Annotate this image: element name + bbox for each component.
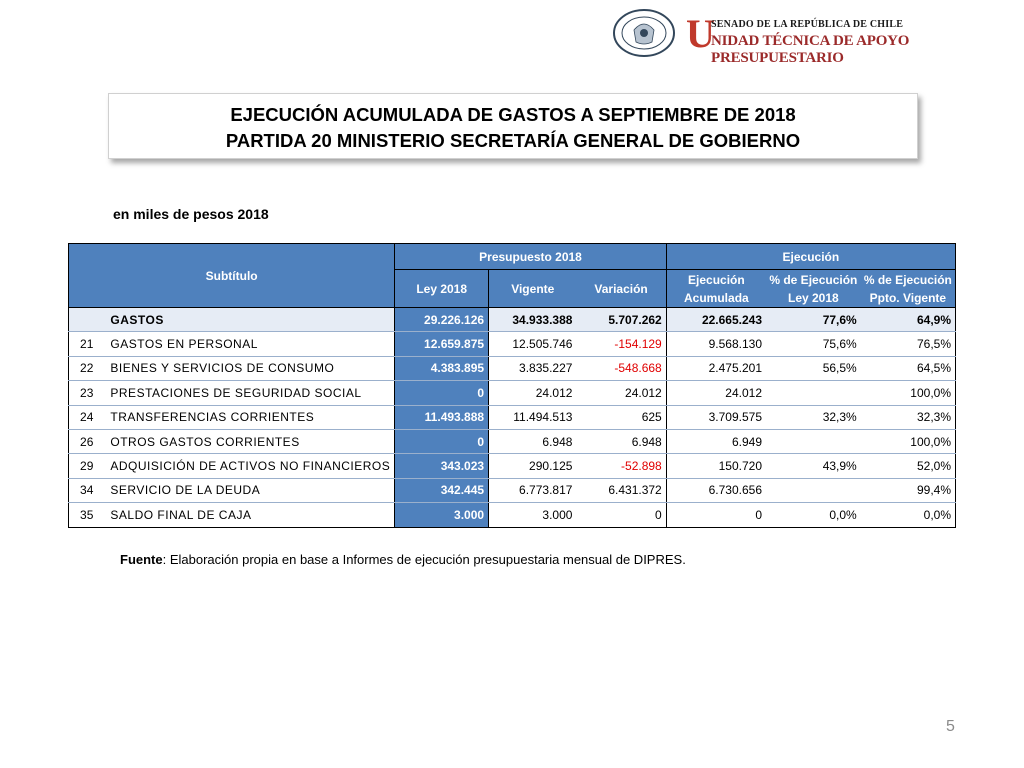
cell-pct-vigente: 64,5% [861, 356, 956, 380]
cell-pct-ley [766, 429, 861, 453]
cell-pct-vigente: 100,0% [861, 381, 956, 405]
cell-name: PRESTACIONES DE SEGURIDAD SOCIAL [104, 381, 394, 405]
table-row [69, 454, 956, 478]
cell-name: GASTOS EN PERSONAL [104, 332, 394, 356]
cell-ejecucion: 3.709.575 [666, 405, 766, 429]
header-pct-ley [766, 270, 861, 308]
cell-code: 34 [69, 478, 105, 502]
cell-pct-vigente: 0,0% [861, 503, 956, 527]
cell-pct-ley: 77,6% [766, 308, 861, 332]
cell-variacion: 24.012 [576, 381, 666, 405]
cell-pct-vigente: 100,0% [861, 429, 956, 453]
cell-variacion: -548.668 [576, 356, 666, 380]
table-row-total [69, 308, 956, 332]
header-vigente: Vigente [489, 270, 577, 308]
source-label: Fuente [120, 552, 163, 567]
cell-code: 35 [69, 503, 105, 527]
cell-ley: 11.493.888 [395, 405, 489, 429]
cell-vigente: 34.933.388 [489, 308, 577, 332]
cell-pct-vigente: 99,4% [861, 478, 956, 502]
cell-ejecucion: 9.568.130 [666, 332, 766, 356]
cell-code [69, 308, 105, 332]
cell-pct-ley: 43,9% [766, 454, 861, 478]
cell-ley: 342.445 [395, 478, 489, 502]
header-pct-ley-line1: % de Ejecución [769, 272, 858, 287]
table-row [69, 478, 956, 502]
cell-variacion: 0 [576, 503, 666, 527]
header-ley: Ley 2018 [395, 270, 489, 308]
cell-pct-vigente: 76,5% [861, 332, 956, 356]
cell-variacion: -154.129 [576, 332, 666, 356]
cell-ejecucion: 6.730.656 [666, 478, 766, 502]
brand-subtitle: SENADO DE LA REPÚBLICA DE CHILE [711, 19, 904, 30]
cell-vigente: 6.948 [489, 429, 577, 453]
cell-ejecucion: 2.475.201 [666, 356, 766, 380]
header-ejec-acum-line1: Ejecución [688, 272, 745, 287]
cell-ejecucion: 22.665.243 [666, 308, 766, 332]
table-row [69, 405, 956, 429]
cell-pct-ley: 56,5% [766, 356, 861, 380]
table-row [69, 503, 956, 527]
header-pct-vigente [861, 270, 956, 308]
cell-name: GASTOS [104, 308, 394, 332]
cell-ejecucion: 24.012 [666, 381, 766, 405]
cell-name: ADQUISICIÓN DE ACTIVOS NO FINANCIEROS [104, 454, 394, 478]
budget-table [68, 243, 956, 528]
cell-code: 23 [69, 381, 105, 405]
cell-pct-vigente: 52,0% [861, 454, 956, 478]
cell-vigente: 3.835.227 [489, 356, 577, 380]
cell-name: SALDO FINAL DE CAJA [104, 503, 394, 527]
header-ejecucion-acumulada [666, 270, 766, 308]
cell-ley: 4.383.895 [395, 356, 489, 380]
page-number: 5 [946, 718, 955, 735]
cell-pct-ley: 0,0% [766, 503, 861, 527]
cell-name: BIENES Y SERVICIOS DE CONSUMO [104, 356, 394, 380]
title-box [108, 93, 918, 159]
header-pct-vig-line2: Ppto. Vigente [869, 290, 947, 305]
table-row [69, 381, 956, 405]
cell-code: 21 [69, 332, 105, 356]
header-ejecucion: Ejecución [666, 244, 955, 270]
cell-vigente: 11.494.513 [489, 405, 577, 429]
cell-pct-ley [766, 478, 861, 502]
title-line-2: PARTIDA 20 MINISTERIO SECRETARÍA GENERAL DE GOBIERNO [225, 130, 801, 151]
cell-ley: 0 [395, 429, 489, 453]
cell-ejecucion: 0 [666, 503, 766, 527]
cell-variacion: 625 [576, 405, 666, 429]
brand-initial: U [686, 11, 715, 56]
source-text: : Elaboración propia en base a Informes de ejecución presupuestaria mensual de DIPRES. [162, 552, 686, 567]
table-row [69, 429, 956, 453]
cell-ejecucion: 150.720 [666, 454, 766, 478]
cell-pct-ley: 75,6% [766, 332, 861, 356]
cell-vigente: 3.000 [489, 503, 577, 527]
units-label: en miles de pesos 2018 [113, 206, 269, 222]
cell-pct-vigente: 32,3% [861, 405, 956, 429]
table-row [69, 332, 956, 356]
cell-variacion: 6.431.372 [576, 478, 666, 502]
header-presupuesto: Presupuesto 2018 [395, 244, 666, 270]
cell-ley: 3.000 [395, 503, 489, 527]
cell-ejecucion: 6.949 [666, 429, 766, 453]
header-subtitulo: Subtítulo [69, 244, 395, 308]
cell-vigente: 24.012 [489, 381, 577, 405]
cell-vigente: 290.125 [489, 454, 577, 478]
header-ejec-acum-line2: Acumulada [684, 290, 749, 305]
cell-pct-ley: 32,3% [766, 405, 861, 429]
cell-pct-vigente: 64,9% [861, 308, 956, 332]
cell-variacion: 5.707.262 [576, 308, 666, 332]
header-pct-vig-line1: % de Ejecución [863, 272, 952, 287]
brand-title: NIDAD TÉCNICA DE APOYO PRESUPUESTARIO [711, 33, 910, 66]
cell-ley: 0 [395, 381, 489, 405]
cell-variacion: -52.898 [576, 454, 666, 478]
source-note [120, 552, 686, 567]
senate-seal-logo [612, 8, 676, 58]
cell-code: 29 [69, 454, 105, 478]
cell-ley: 29.226.126 [395, 308, 489, 332]
cell-vigente: 6.773.817 [489, 478, 577, 502]
header-pct-ley-line2: Ley 2018 [788, 290, 839, 305]
cell-name: SERVICIO DE LA DEUDA [104, 478, 394, 502]
cell-ley: 12.659.875 [395, 332, 489, 356]
cell-pct-ley [766, 381, 861, 405]
title-line-1: EJECUCIÓN ACUMULADA DE GASTOS A SEPTIEMBRE DE 2018 [230, 104, 796, 125]
cell-code: 24 [69, 405, 105, 429]
cell-code: 22 [69, 356, 105, 380]
header-variacion: Variación [576, 270, 666, 308]
cell-name: TRANSFERENCIAS CORRIENTES [104, 405, 394, 429]
cell-vigente: 12.505.746 [489, 332, 577, 356]
cell-code: 26 [69, 429, 105, 453]
cell-name: OTROS GASTOS CORRIENTES [104, 429, 394, 453]
cell-variacion: 6.948 [576, 429, 666, 453]
cell-ley: 343.023 [395, 454, 489, 478]
table-row [69, 356, 956, 380]
